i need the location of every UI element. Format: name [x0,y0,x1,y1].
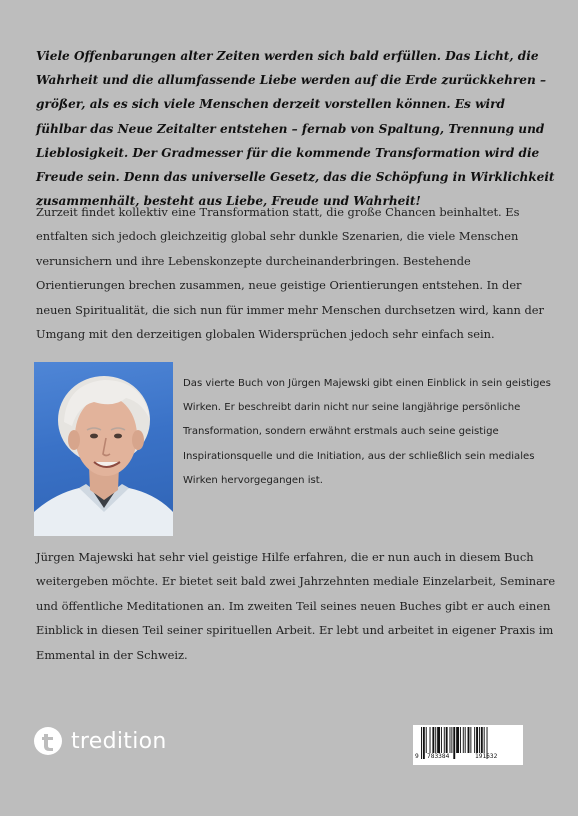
author-bio-text: Das vierte Buch von Jürgen Majewski gibt einen Einblick in sein geistiges Wirken. Er beschreibt darin nicht nur seine langjährige persönliche Transformation, sondern erwähnt erstmals auch seine geistige Inspirationsquelle und die Initiation, aus der schließlich sein mediales Wirken hervorgegangen ist. [183,378,551,486]
cover-intro-text: Viele Offenbarungen alter Zeiten werden sich bald erfüllen. Das Licht, die Wahrheit und die allumfassende Liebe werden auf die Erde zurückkehren – größer, als es sich viele Menschen derzeit vorstellen können. Es wird fühlbar das Neue Zeitalter entstehen – fernab von Spaltung, Trennung und Lieblosigkeit. Der Gradmesser für die kommende Transformation wird die Freude sein. Denn das universelle Gesetz, das die Schöpfung in Wirklichkeit zusammenhält, besteht aus Liebe, Freude und Wahrheit! [36,49,555,209]
isbn-barcode [413,725,523,765]
publisher-logo [34,727,167,755]
barcode-digits-right: 191632 [475,753,498,760]
author-photo [34,362,173,536]
description-paragraph-1: Zurzeit findet kollektiv eine Transformation statt, die große Chancen beinhaltet. Es entfalten sich jedoch gleichzeitig global sehr dunkle Szenarien, die viele Menschen verunsichern und ihre Lebenskonzepte durcheinanderbringen. Bestehende Orientierungen brechen zusammen, neue geistige Orientierungen entstehen. In der neuen Spiritualität, die sich nun für immer mehr Menschen durchsetzen wird, kann der Umgang mit den derzeitigen globalen Widersprüchen jedoch sehr einfach sein. [36,205,544,342]
barcode-digit-first: 9 [415,753,419,760]
description-paragraph-2: Jürgen Majewski hat sehr viel geistige Hilfe erfahren, die er nun auch in diesem Buch weitergeben möchte. Er bietet seit bald zwei Jahrzehnten mediale Einzelarbeit, Seminare und öffentliche Meditationen an. Im zweiten Teil seines neuen Buches gibt er auch einen Einblick in diesen Teil seiner spirituellen Arbeit. Er lebt und arbeitet in eigener Praxis im Emmental in der Schweiz. [36,550,556,662]
barcode-digits [413,753,523,763]
barcode-digits-left: 783384 [427,753,450,760]
tredition-logo-icon [34,727,62,755]
publisher-name: tredition [71,728,167,754]
